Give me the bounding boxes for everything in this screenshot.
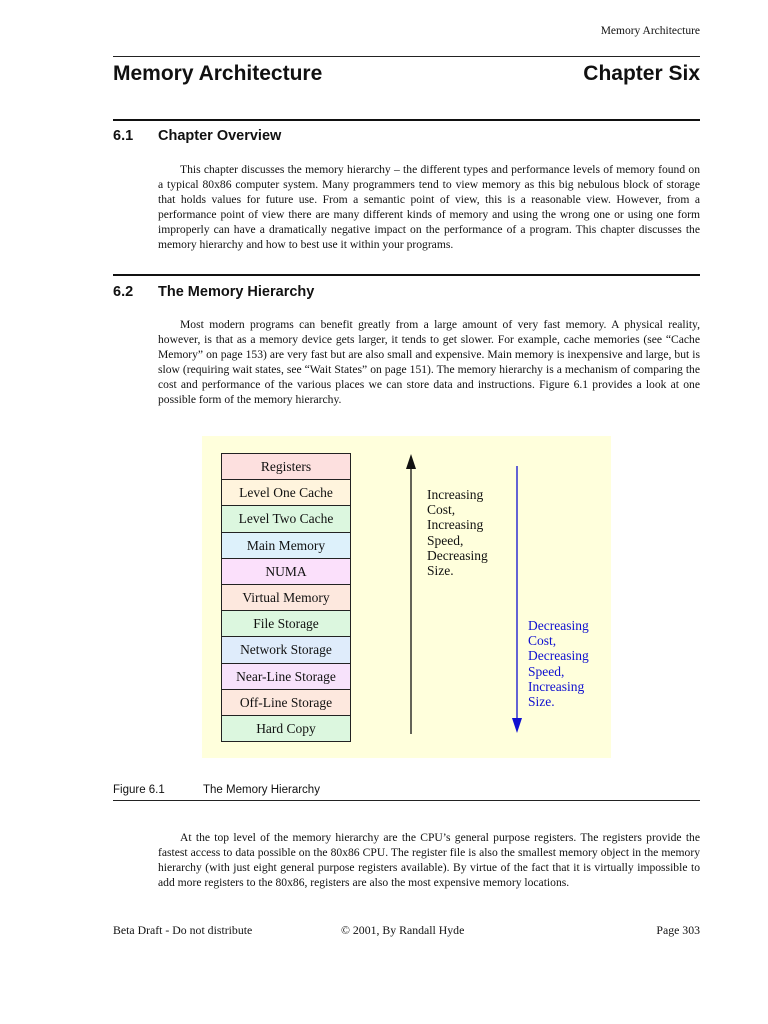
- arrow-label-line: Decreasing: [427, 547, 488, 563]
- arrow-label-line: Speed,: [528, 663, 565, 679]
- hierarchy-level-box: Network Storage: [222, 637, 350, 663]
- hierarchy-level-box: Near-Line Storage: [222, 664, 350, 690]
- arrow-label-line: Cost,: [427, 502, 456, 518]
- arrow-label-line: Increasing: [528, 678, 585, 694]
- section-paragraph: Most modern programs can benefit greatly from a large amount of very fast memory. A physical reality, however, is that as a memory device gets larger, it tends to get slower. For example, cache memories (see “Cache Memory” on page 153) are very fast but are also small and expensive. Main memory is inexpensive and large, but is slow (requiring wait states, see “Wait States” on page 151). The memory hierarchy is a mechanism of comparing the cost and performance of the various places we can store data and instructions. Figure 6.1 provides a look at one possible form of the memory hierarchy.: [158, 318, 700, 406]
- section-number: 6.2: [113, 284, 134, 300]
- hierarchy-level-box: Registers: [222, 454, 350, 480]
- increasing-cost-label: [427, 487, 488, 578]
- section-paragraph: This chapter discusses the memory hierarchy – the different types and performance levels of memory found on a typical 80x86 computer system. Many programmers tend to view memory as this big nebulous block of storage that holds values for future use. From a semantic point of view, this is a reasonable view. However, from a performance point of view there are many different kinds of memory and using the wrong one or using one form improperly can have a dramatically negative impact on the performance of a program. This chapter discusses the memory hierarchy and how to best use it within your programs.: [158, 163, 700, 251]
- up-arrow-head: [406, 454, 416, 469]
- chapter-title: Memory Architecture: [113, 62, 323, 85]
- body-paragraph: At the top level of the memory hierarchy are the CPU’s general purpose registers. The registers provide the fastest access to data possible on the 80x86 CPU. The register file is also the smallest memory object in the memory hierarchy (with just eight general purpose registers available). By virtue of the fact that it is virtually impossible to add more registers to the 80x86, registers are also the most expensive memory locations.: [158, 831, 700, 889]
- section-number: 6.1: [113, 128, 134, 144]
- arrow-label-line: Increasing: [427, 517, 484, 533]
- arrow-label-line: Cost,: [528, 633, 557, 649]
- down-arrow-head: [512, 718, 522, 733]
- section-title: The Memory Hierarchy: [158, 284, 315, 300]
- arrow-label-line: Size.: [528, 694, 555, 710]
- running-header: Memory Architecture: [600, 25, 700, 37]
- hierarchy-level-box: Level One Cache: [222, 480, 350, 506]
- hierarchy-level-box: Level Two Cache: [222, 506, 350, 532]
- decreasing-cost-label: [528, 618, 589, 709]
- figure-caption-number: Figure 6.1: [113, 784, 165, 796]
- footer-page-number: Page 303: [656, 923, 700, 937]
- arrow-label-line: Size.: [427, 563, 454, 579]
- hierarchy-level-box: Hard Copy: [222, 716, 350, 742]
- figure-caption-title: The Memory Hierarchy: [203, 784, 320, 796]
- hierarchy-level-box: Main Memory: [222, 533, 350, 559]
- arrow-label-line: Speed,: [427, 532, 464, 548]
- arrow-label-line: Decreasing: [528, 648, 589, 664]
- arrow-label-line: Decreasing: [528, 618, 589, 633]
- hierarchy-level-box: Virtual Memory: [222, 585, 350, 611]
- hierarchy-level-box: NUMA: [222, 559, 350, 585]
- hierarchy-level-box: File Storage: [222, 611, 350, 637]
- footer-left: Beta Draft - Do not distribute: [113, 923, 253, 937]
- chapter-label: Chapter Six: [583, 62, 700, 85]
- arrow-label-line: Increasing: [427, 487, 484, 502]
- section-title: Chapter Overview: [158, 128, 282, 144]
- hierarchy-level-box: Off-Line Storage: [222, 690, 350, 716]
- footer-center: © 2001, By Randall Hyde: [341, 923, 465, 937]
- caption-rule: [113, 800, 700, 801]
